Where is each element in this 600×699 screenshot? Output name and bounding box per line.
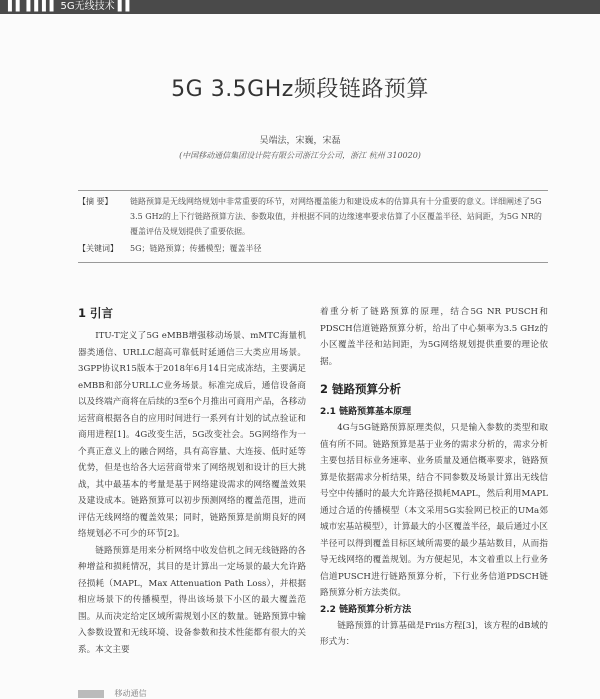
section-1-heading: 1 引言 (78, 306, 114, 320)
keywords-label: 【关键词】 (78, 244, 118, 253)
abstract-label: 【摘 要】 (78, 197, 113, 206)
journal-header-bar (0, 0, 600, 14)
paragraph: 4G与5G链路预算原理类似，只是输入参数的类型和取值有所不同。链路预算是基于业务的需求分析的，需求分析主要包括目标业务速率、业务质量及通信概率要求，链路预算是依据需求分析结果，结合不同参数及场景计算出无线信号空中传播时的最大允许路径损耗MAPL，然后利用MAPL通过合适的传播模型（本文采用5G实验网已校正的UMa郊城市宏基站模型），计算最大的小区覆盖半径，最后通过小区半径可以得到覆盖目标区域所需要的最少基站数目，从而指导无线网络的覆盖规划。为方便起见，本文着重以上行业务信道PUSCH进行链路预算分析，下行业务信道PDSCH链路预算分析方法类似。 (320, 423, 548, 598)
abstract-row (78, 194, 548, 239)
paragraph: 着重分析了链路预算的原理，结合5G NR PUSCH和PDSCH信道链路预算分析，给出了中心频率为3.5 GHz的小区覆盖半径和站间距，为5G网络规划提供重要的理论依据。 (320, 307, 548, 367)
section-2-heading: 2 链路预算分析 (320, 382, 402, 396)
paragraph: ITU-T定义了5G eMBB增强移动场景、mMTC海量机器类通信、URLLC超高可靠低时延通信三大类应用场景。3GPP协议R15版本于2018年6月14日完成冻结，主要满足eMBB和部分URLLC业务场景。标准完成后，通信设备商以及终端产商将在后续的3至6个月推出可商用产品，各移动运营商根据各自的应用时间进行一系列有计划的试点验证和商用进程[1]。4G改变生活，5G改变社会。5G网络作为一个真正意义上的融合网络，具有高容量、大连接、低时延等优势，但是也给各大运营商带来了网络规划和设计的巨大挑战，其中最基本的考量是基于网络建设需求的网络覆盖效果及建设成本。链路预算可以初步预测网络的覆盖范围，进而评估无线网络的覆盖效果；同时，链路预算是前期良好的网络规划必不可少的环节[2]。 (78, 331, 306, 539)
paragraph: 链路预算的计算基础是Friis方程[3]，该方程的dB域的形式为： (320, 620, 548, 647)
abstract-block (78, 194, 548, 256)
affiliation: (中国移动通信集团设计院有限公司浙江分公司，浙江 杭州 310020) (179, 151, 421, 160)
abstract-top-divider (78, 190, 548, 191)
article-title: 5G 3.5GHz频段链路预算 (171, 77, 429, 102)
page-footer (78, 688, 147, 699)
right-column (320, 304, 548, 651)
page-number-box (78, 690, 104, 698)
section-2-2-heading: 2.2 链路预算分析方法 (320, 604, 412, 615)
keywords-text: 5G；链路预算；传播模型；覆盖半径 (130, 244, 262, 253)
keywords-row (78, 241, 548, 256)
journal-section-label: ▌▌ ▌▌▌▌ 5G无线技术 ▌▌ (8, 1, 134, 12)
paragraph: 链路预算是用来分析网络中收发信机之间无线链路的各种增益和损耗情况，其目的是计算出一定场景的最大允许路径损耗（MAPL，Max Attenuation Path Loss），并根据相应场景下的传播模型，得出该场景下小区的最大覆盖范围。从而决定给定区域所需规划小区的数量。链路预算中输入参数设置和无线环境、设备参数和技术性能都有很大的关系。本文主要 (78, 545, 306, 655)
authors: 吴端法，宋巍，宋磊 (259, 136, 341, 146)
footer-journal-name: 移动通信 (114, 689, 147, 698)
abstract-text: 链路预算是无线网络规划中非常重要的环节，对网络覆盖能力和建设成本的估算具有十分重要的意义。详细阐述了5G 3.5 GHz的上下行链路预算方法、参数取值，并根据不同的边缘速率要求估算了小区覆盖半径、站间距，为5G NR的覆盖评估及规划提供了重要依据。 (130, 197, 542, 236)
left-column (78, 304, 306, 658)
section-2-1-heading: 2.1 链路预算基本原理 (320, 407, 412, 417)
abstract-bottom-divider (78, 262, 548, 263)
